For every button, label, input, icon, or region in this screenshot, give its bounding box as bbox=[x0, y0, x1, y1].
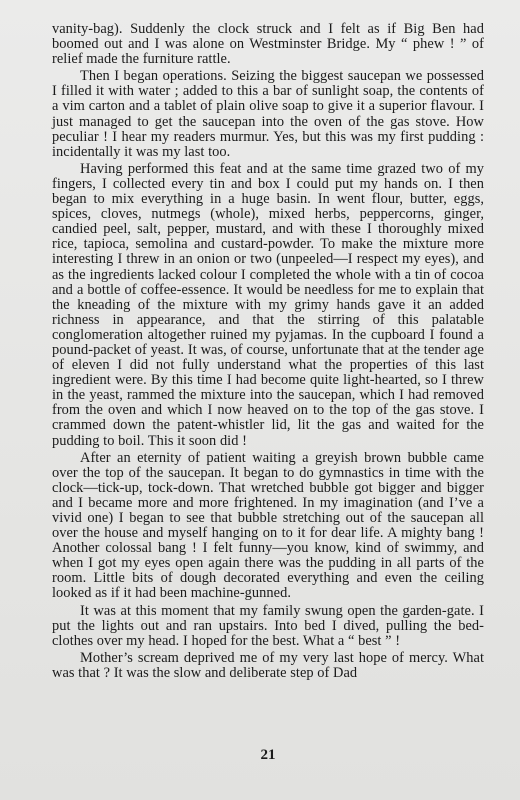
paragraph: Then I began operations. Seizing the biggest saucepan we possessed I filled it with water ; added to this a bar of sunlight soap, the contents of a vim carton and a tablet of plain olive soap to give it a superior flavour. I just managed to get the saucepan into the oven of the gas stove. How peculiar ! I hear my readers murmur. Yes, but this was my first pudding : incidentally it was my last too. bbox=[52, 68, 484, 160]
paragraph: Mother’s scream deprived me of my very last hope of mercy. What was that ? It was the slow and deliberate step of Dad bbox=[52, 649, 484, 681]
paragraph: vanity-bag). Suddenly the clock struck and I felt as if Big Ben had boomed out and I was alone on Westminster Bridge. My “ phew ! ” of relief made the furniture rattle. bbox=[52, 21, 484, 68]
paragraph: After an eternity of patient waiting a greyish brown bubble came over the top of the saucepan. It began to do gymnastics in time with the clock—tick-up, tock-down. That wretched bubble got bigger and bigger and I became more and more frightened. In my imagination (and I’ve a vivid one) I began to see that bubble stretching out of the saucepan all over the house and myself hanging on to it for dear life. A mighty bang ! Another colossal bang ! I felt funny—you know, kind of swimmy, and when I got my eyes open again there was the pudding in all parts of the room. Little bits of dough decorated everything and even the ceiling looked as if it had been machine-gunned. bbox=[52, 449, 484, 602]
paragraph: Having performed this feat and at the same time grazed two of my fingers, I collected every tin and box I could put my hands on. I then began to mix everything in a huge basin. In went flour, butter, eggs, spices, cloves, nutmegs (whole), mixed herbs, peppercorns, ginger, candied peel, salt, pepper, mustard, and with these I thoroughly mixed rice, tapioca, semolina and custard-powder. To make the mixture more interesting I threw in an onion or two (unpeeled—I respect my eyes), and as the ingredients lacked colour I completed the whole with a tin of cocoa and a bottle of coffee-essence. It would be needless for me to explain that the kneading of the mixture with my grimy hands gave it an added richness in appearance, and that the stirring of this palatable conglomeration altogether ruined my pyjamas. In the cupboard I found a pound-packet of yeast. It was, of course, unfortunate that at the tender age of eleven I did not fully understand what the properties of this last ingredient were. By this time I had become quite light-hearted, so I threw in the yeast, rammed the mixture into the saucepan, which I had removed from the oven and which I now heaved on to the top of the gas stove. I crammed down the patent-whistler lid, lit the gas and waited for the pudding to boil. This it soon did ! bbox=[52, 160, 484, 449]
page-number: 21 bbox=[260, 747, 276, 763]
page-body-text bbox=[52, 22, 484, 681]
paragraph: It was at this moment that my family swung open the garden-gate. I put the lights out and ran upstairs. Into bed I dived, pulling the bed-clothes over my head. I hoped for the best. What a “ best ” ! bbox=[52, 602, 484, 649]
